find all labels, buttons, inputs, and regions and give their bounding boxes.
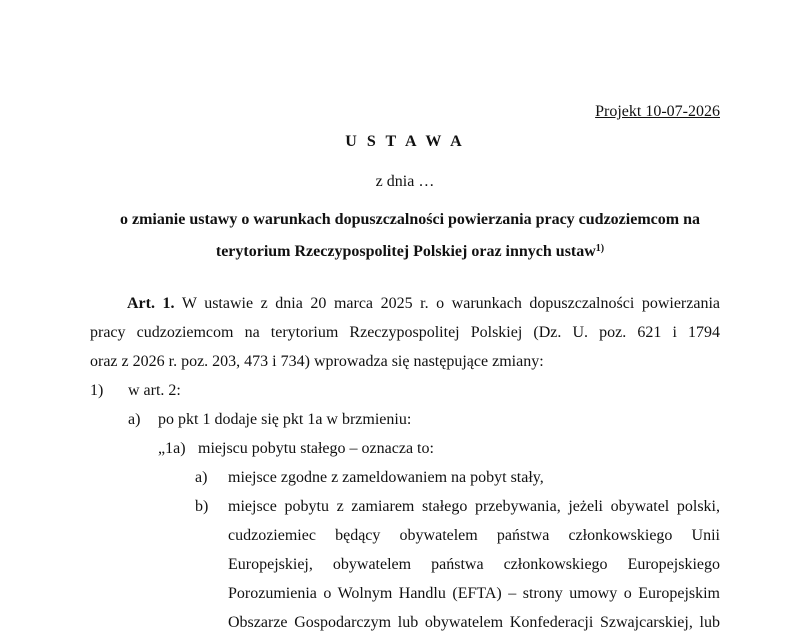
point-1a-label: „1a) bbox=[158, 440, 186, 457]
sub-letter-b-label: b) bbox=[195, 498, 209, 515]
letter-a-label: a) bbox=[128, 411, 141, 428]
footnote-marker: 1) bbox=[595, 243, 605, 254]
sub-letter-b-line-4: Porozumienia o Wolnym Handlu (EFTA) – strony umowy o Europejskim bbox=[228, 585, 720, 602]
point-1-text: w art. 2: bbox=[128, 382, 181, 399]
sub-letter-b-line-2: cudzoziemiec będący obywatelem państwa członkowskiego Unii bbox=[228, 527, 720, 544]
art1-line-3: oraz z 2026 r. poz. 203, 473 i 734) wprowadza się następujące zmiany: bbox=[90, 353, 544, 370]
point-1a-text: miejscu pobytu stałego – oznacza to: bbox=[198, 440, 434, 457]
art1-label: Art. 1. bbox=[127, 295, 175, 312]
sub-letter-a-text: miejsce zgodne z zameldowaniem na pobyt stały, bbox=[228, 469, 544, 486]
document-title: U S T A W A bbox=[345, 133, 465, 150]
art1-line-1 bbox=[90, 289, 720, 318]
sub-letter-b-line-3: Europejskiej, obywatelem państwa członkowskiego Europejskiego bbox=[228, 556, 720, 573]
document-subtitle bbox=[90, 205, 730, 266]
art1-line-2: pracy cudzoziemcom na terytorium Rzeczypospolitej Polskiej (Dz. U. poz. 621 i 1794 bbox=[90, 324, 720, 341]
art1-line-1-text: W ustawie z dnia 20 marca 2025 r. o warunkach dopuszczalności powierzania bbox=[181, 295, 721, 312]
subtitle-line-1: o zmianie ustawy o warunkach dopuszczalności powierzania pracy cudzoziemcom na bbox=[120, 211, 700, 228]
sub-letter-b-line-5: Obszarze Gospodarczym lub obywatelem Konfederacji Szwajcarskiej, lub bbox=[228, 614, 720, 631]
subtitle-line-2-text: terytorium Rzeczypospolitej Polskiej oraz innych ustaw bbox=[215, 243, 596, 260]
date-line: z dnia … bbox=[375, 173, 435, 190]
sub-letter-a-label: a) bbox=[195, 469, 208, 486]
subtitle-line-2 bbox=[90, 234, 730, 266]
project-date-label: Projekt 10-07-2026 bbox=[595, 103, 720, 120]
point-1-label: 1) bbox=[90, 382, 104, 399]
sub-letter-b-line-1: miejsce pobytu z zamiarem stałego przebywania, jeżeli obywatel polski, bbox=[228, 498, 720, 515]
letter-a-text: po pkt 1 dodaje się pkt 1a w brzmieniu: bbox=[158, 411, 412, 428]
